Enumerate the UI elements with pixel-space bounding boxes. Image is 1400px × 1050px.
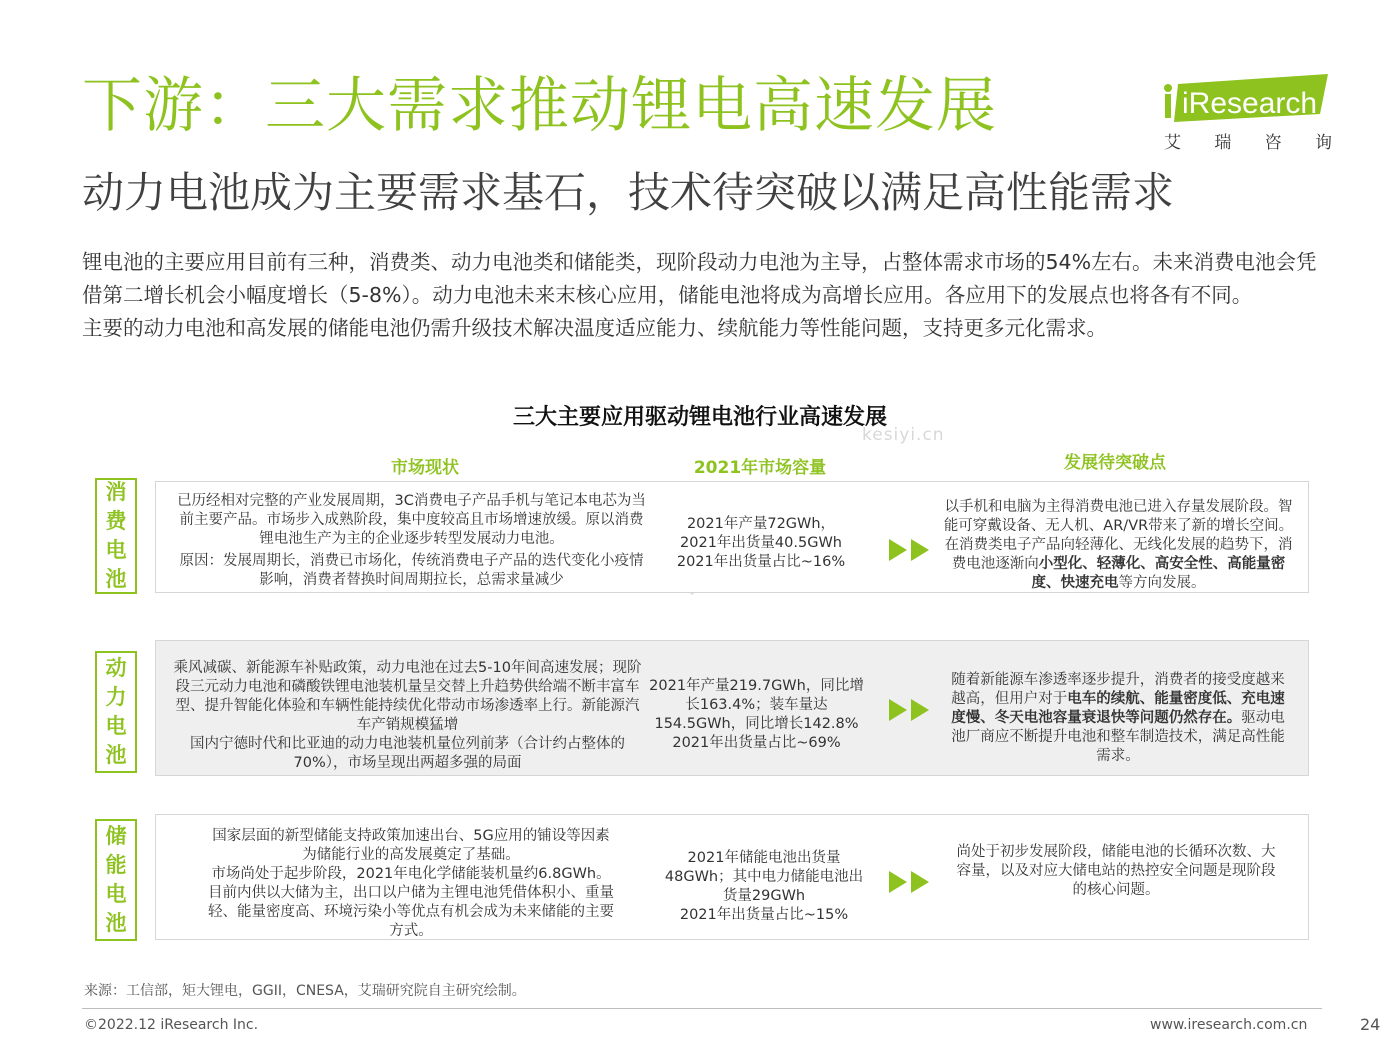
intro-paragraph-2: 主要的动力电池和高发展的储能电池仍需升级技术解决温度适应能力、续航能力等性能问题，支持更多元化需求。: [82, 316, 1107, 340]
intro-paragraph-1: 锂电池的主要应用目前有三种，消费类、动力电池类和储能类，现阶段动力电池为主导，占整体需求市场的54%左右。未来消费电池会凭借第二增长机会小幅度增长（5-8%）。动力电池未来末核心应用，储能电池将成为高增长应用。各应用下的发展点也将各有不同。: [82, 250, 1317, 307]
watermark: kesiyi.cn: [862, 425, 945, 445]
status-text-2: 国内宁德时代和比亚迪的动力电池装机量位列前茅（合计约占整体的70%），市场呈现出两超多强的局面: [190, 736, 625, 771]
iresearch-logo: [1160, 70, 1334, 160]
status-reason: 原因：发展周期长，消费已市场化，传统消费电子产品的迭代变化小疫情影响，消费者替换时间周期拉长，总需求量减少: [179, 553, 644, 588]
capacity-line: 2021年出货量占比~16%: [676, 554, 846, 570]
row-label-char: 储: [105, 824, 127, 848]
row-label-char: 力: [105, 685, 127, 709]
column-header-breakthrough: 发展待突破点: [1064, 453, 1166, 473]
row-label-char: 池: [105, 911, 127, 935]
row-power: [155, 640, 1309, 776]
capacity-cell: [664, 849, 864, 925]
page-title: 下游：三大需求推动锂电高速发展: [82, 71, 997, 141]
row-label-power: [95, 651, 137, 773]
breakthrough-text-end: 驱动电池厂商应不断提升电池和整车制造技术，满足高性能需求。: [951, 710, 1285, 764]
double-arrow-icon: [889, 699, 933, 721]
row-label-char: 电: [105, 882, 127, 906]
row-storage: [155, 814, 1309, 940]
logo-cn-char: 询: [1314, 133, 1334, 153]
capacity-line: 2021年储能电池出货量48GWh；其中电力储能电池出货量29GWh: [664, 850, 864, 904]
table-title: 三大主要应用驱动锂电池行业高速发展: [512, 405, 887, 430]
footer-divider: [82, 1008, 1322, 1009]
double-arrow-icon: [889, 871, 933, 893]
intro-text: [82, 246, 1327, 345]
row-consumer: [155, 481, 1309, 593]
row-label-consumer: [95, 478, 137, 594]
logo-cn-char: 艾: [1164, 133, 1183, 153]
logo-cn-text: [1164, 128, 1334, 153]
row-label-char: 池: [105, 743, 127, 767]
logo-cn-char: 瑞: [1214, 133, 1234, 153]
copyright: ©2022.12 iResearch Inc.: [84, 1017, 259, 1033]
status-text: 国家层面的新型储能支持政策加速出台、5G应用的铺设等因素为储能行业的高发展奠定了基础。: [212, 828, 610, 863]
breakthrough-bold: 小型化、轻薄化、高安全性、高能量密度、快速充电: [1031, 556, 1286, 591]
breakthrough-text-end: 等方向发展。: [1118, 575, 1206, 591]
row-label-storage: [95, 819, 137, 941]
breakthrough-text: 随着新能源车渗透率逐步提升，消费者的接受度越来越高，但用户对于: [951, 672, 1285, 707]
row-label-char: 池: [105, 567, 127, 591]
breakthrough-text: 尚处于初步发展阶段，储能电池的长循环次数、大容量，以及对应大储电站的热控安全问题是现阶段的核心问题。: [956, 844, 1276, 898]
row-label-char: 电: [105, 538, 127, 562]
status-cell: [174, 492, 649, 590]
capacity-line: 2021年出货量占比~15%: [679, 907, 849, 923]
row-label-char: 电: [105, 714, 127, 738]
double-arrow-icon: [889, 539, 933, 561]
breakthrough-cell: [956, 843, 1276, 900]
status-cell: [206, 827, 616, 941]
source-note: 来源：工信部，矩大锂电，GGII，CNESA，艾瑞研究院自主研究绘制。: [84, 983, 526, 999]
status-text: 乘风减碳、新能源车补贴政策，动力电池在过去5-10年间高速发展；现阶段三元动力电池和磷酸铁锂电池装机量呈交替上升趋势供给端不断丰富车型、提升智能化体验和车辆性能持续优化带动市场渗透率上行。新能源汽车产销规模猛增: [173, 660, 642, 733]
website-url[interactable]: www.iresearch.com.cn: [1150, 1017, 1308, 1033]
column-header-status: 市场现状: [391, 458, 459, 478]
status-cell: [170, 659, 645, 773]
logo-cn-char: 咨: [1264, 133, 1284, 153]
capacity-cell: [649, 677, 864, 753]
logo-word-text: iResearch: [1182, 87, 1318, 120]
column-header-capacity: 2021年市场容量: [693, 458, 827, 478]
capacity-line: 2021年产量72GWh，: [686, 516, 836, 532]
breakthrough-bold: 电车的续航、能量密度低、充电速度慢、冬天电池容量衰退快等问题仍然存在。: [951, 691, 1285, 726]
capacity-cell: [661, 515, 861, 572]
iresearch-logo-icon: [1160, 70, 1330, 126]
row-label-char: 费: [105, 509, 127, 533]
capacity-line: 2021年出货量40.5GWh: [680, 535, 842, 551]
capacity-line: 2021年出货量占比~69%: [672, 735, 841, 751]
row-label-char: 消: [105, 480, 127, 504]
capacity-line: 2021年产量219.7GWh，同比增长163.4%；装车量达154.5GWh，同比增长142.8%: [649, 678, 864, 732]
breakthrough-text: 以手机和电脑为主得消费电池已进入存量发展阶段。智能可穿戴设备、无人机、AR/VR带来了新的增长空间。在消费类电子产品向轻薄化、无线化发展的趋势下，消费电池逐渐向: [943, 499, 1294, 572]
page-subtitle: 动力电池成为主要需求基石，技术待突破以满足高性能需求: [82, 168, 1175, 217]
status-text-2: 市场尚处于起步阶段，2021年电化学储能装机量约6.8GWh。目前内供以大储为主，出口以户储为主锂电池凭借体积小、重量轻、能量密度高、环境污染小等优点有机会成为未来储能的主要方式。: [208, 866, 614, 939]
row-label-char: 动: [105, 656, 127, 680]
row-label-char: 能: [105, 853, 127, 877]
status-text: 已历经相对完整的产业发展周期，3C消费电子产品手机与笔记本电芯为当前主要产品。市场步入成熟阶段，集中度较高且市场增速放缓。原以消费锂电池生产为主的企业逐步转型发展动力电池。: [177, 493, 646, 547]
breakthrough-cell: [941, 498, 1296, 593]
page-number: 24: [1360, 1015, 1381, 1034]
breakthrough-cell: [948, 671, 1288, 766]
